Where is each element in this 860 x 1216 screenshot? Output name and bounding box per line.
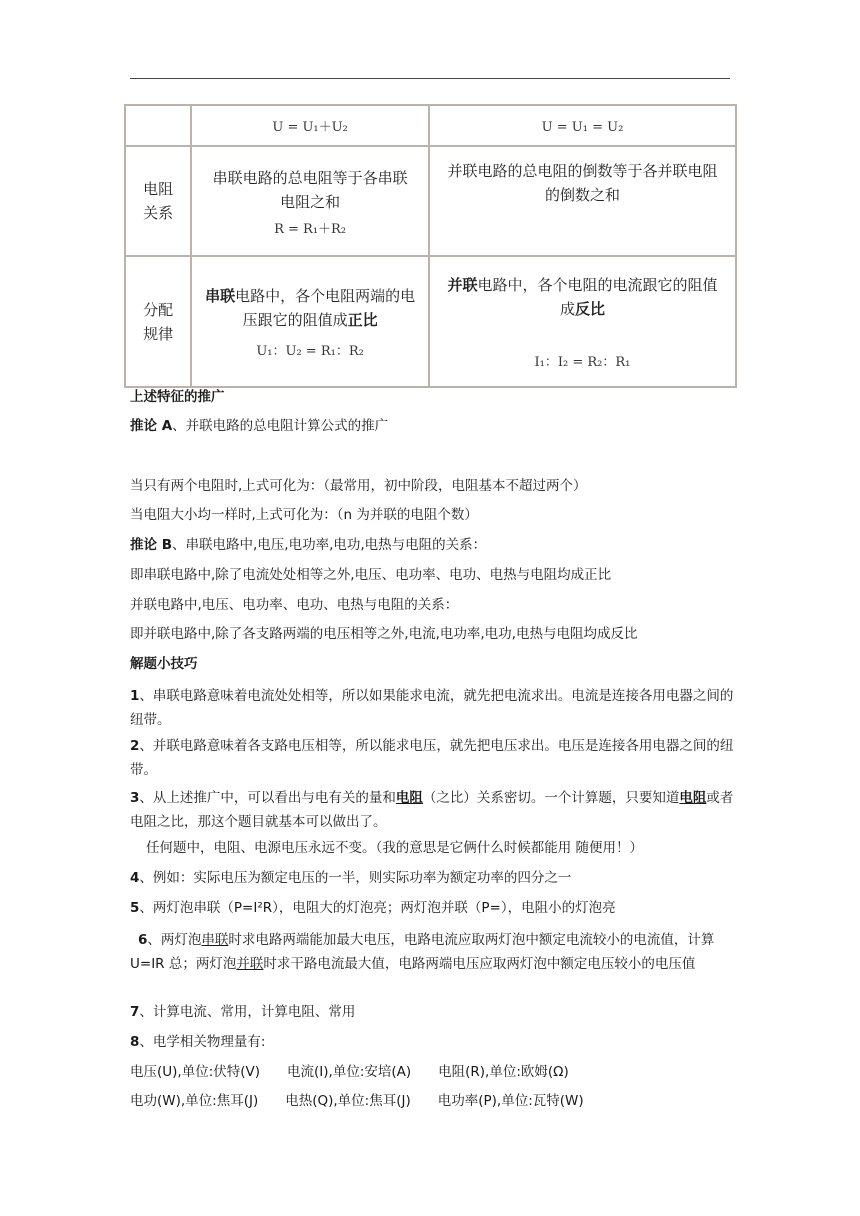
body-text: 、两灯泡: [147, 932, 202, 948]
corollary-label: 推论 B: [130, 537, 172, 553]
body-text: 时求干路电流最大值，电路两端电压应取两灯泡中额定电压较小的电压值: [263, 956, 696, 972]
quantities-line-1: 电压(U),单位:伏特(V) 电流(I),单位:安培(A) 电阻(R),单位:欧姆(Ω): [130, 1064, 569, 1080]
parallel-distribution-formula: I₁：I₂ = R₂：R₁: [534, 355, 631, 370]
series-distribution-formula: U₁：U₂ = R₁：R₂: [256, 344, 364, 359]
bold-term: 串联: [205, 287, 236, 305]
parallel-distribution-text: [430, 273, 735, 321]
body-text: 电路中，各个电阻两端的电压跟它的阻值成: [235, 287, 416, 329]
series-resistance-cell: [191, 146, 429, 256]
bold-term: 反比: [574, 300, 605, 318]
series-distribution-cell: [191, 256, 429, 387]
parallel-distribution-cell: [429, 256, 736, 387]
body-text: 、串联电路意味着电流处处相等，所以如果能求电流，就先把电流求出。电流是连接各用电器之间的纽带。: [130, 688, 734, 728]
tip-4: [130, 868, 740, 888]
table-cell-empty: [125, 105, 191, 146]
tip-number: 7: [130, 1004, 140, 1020]
body-text: 电路中，各个电阻的电流跟它的阻值成: [477, 276, 718, 318]
formula-text: U = U₁ = U₂: [541, 120, 624, 135]
table-row: [125, 146, 736, 256]
tip-8: [130, 1032, 740, 1052]
parallel-resistance-text: 并联电路的总电阻的倒数等于各并联电阻的倒数之和: [447, 162, 718, 204]
tip-number: 4: [130, 870, 140, 886]
section-heading-generalization: 上述特征的推广: [130, 389, 225, 405]
bold-term: 并联: [447, 276, 478, 294]
header-rule: [130, 78, 730, 79]
tip-number: 5: [130, 900, 140, 916]
row-header-resistance: [125, 146, 191, 256]
body-text: 、并联电路的总电阻计算公式的推广: [172, 418, 389, 434]
underlined-term: 串联: [201, 932, 229, 948]
tip-number: 3: [130, 790, 140, 806]
tip-3-note: 任何题中，电阻、电源电压永远不变。（我的意思是它俩什么时候都能用 随便用！）: [146, 840, 644, 856]
bold-term: 正比: [347, 311, 378, 329]
parallel-resistance-cell: [429, 146, 736, 256]
table-row: [125, 105, 736, 146]
row-header-distribution: [125, 256, 191, 387]
tip-number: 1: [130, 688, 140, 704]
comparison-table: [124, 104, 737, 388]
body-text: （之比）关系密切。一个计算题，只要知道: [422, 790, 680, 806]
text-line: 即串联电路中,除了电流处处相等之外,电压、电功率、电功、电热与电阻均成正比: [130, 567, 612, 583]
body-text: 、电学相关物理量有:: [139, 1034, 266, 1050]
corollary-label: 推论 A: [130, 418, 173, 434]
tip-3: [130, 786, 740, 834]
body-text: 、计算电流、常用，计算电阻、常用: [139, 1004, 356, 1020]
parallel-voltage-formula: [429, 105, 736, 146]
section-heading-tips: 解题小技巧: [130, 656, 198, 672]
text-line: 当只有两个电阻时,上式可化为：（最常用，初中阶段，电阻基本不超过两个）: [130, 478, 587, 494]
tip-6: [130, 928, 740, 976]
corollary-b: [130, 535, 740, 555]
text-line: 当电阻大小均一样时,上式可化为：（n 为并联的电阻个数）: [130, 507, 478, 523]
series-resistance-formula: R = R₁＋R₂: [274, 221, 347, 237]
body-text: 、串联电路中,电压,电功率,电功,电热与电阻的关系：: [172, 537, 487, 553]
series-distribution-text: [192, 284, 428, 332]
corollary-a: [130, 416, 740, 436]
tip-5: [130, 898, 740, 918]
tip-number: 6: [138, 932, 148, 948]
formula-text: U = U₁＋U₂: [272, 120, 348, 135]
underlined-term: 并联: [236, 956, 264, 972]
text-line: 并联电路中,电压、电功率、电功、电热与电阻的关系：: [130, 597, 459, 613]
quantities-line-2: 电功(W),单位:焦耳(J) 电热(Q),单位:焦耳(J) 电功率(P),单位:瓦特(W): [130, 1093, 584, 1109]
series-voltage-formula: [191, 105, 429, 146]
tip-7: [130, 1002, 740, 1022]
body-text: 、从上述推广中，可以看出与电有关的量和: [139, 790, 396, 806]
tip-number: 8: [130, 1034, 140, 1050]
tip-number: 2: [130, 738, 140, 754]
row-header-text: 电阻关系: [143, 180, 174, 222]
table-row: [125, 256, 736, 387]
series-resistance-text: 串联电路的总电阻等于各串联电阻之和: [212, 168, 408, 211]
tip-2: [130, 734, 740, 782]
underlined-term: 电阻: [395, 790, 423, 806]
row-header-text: 分配规律: [143, 300, 174, 343]
body-text: 或者电阻之比，那这个题目就基本可以做出了。: [130, 790, 734, 830]
body-text: 、例如：实际电压为额定电压的一半，则实际功率为额定功率的四分之一: [139, 870, 572, 886]
body-text: 时求电路两端能加最大电压，电路电流应取两灯泡中额定电流较小的电流值，计算 U=IR 总；两灯泡: [130, 932, 715, 972]
tip-1: [130, 684, 740, 732]
text-line: 即并联电路中,除了各支路两端的电压相等之外,电流,电功率,电功,电热与电阻均成反比: [130, 626, 638, 642]
underlined-term: 电阻: [679, 790, 707, 806]
body-text: 、并联电路意味着各支路电压相等，所以能求电压，就先把电压求出。电压是连接各用电器之间的纽带。: [130, 738, 734, 778]
body-text: 、两灯泡串联（P=I²R），电阻大的灯泡亮；两灯泡并联（P=），电阻小的灯泡亮: [139, 900, 616, 916]
